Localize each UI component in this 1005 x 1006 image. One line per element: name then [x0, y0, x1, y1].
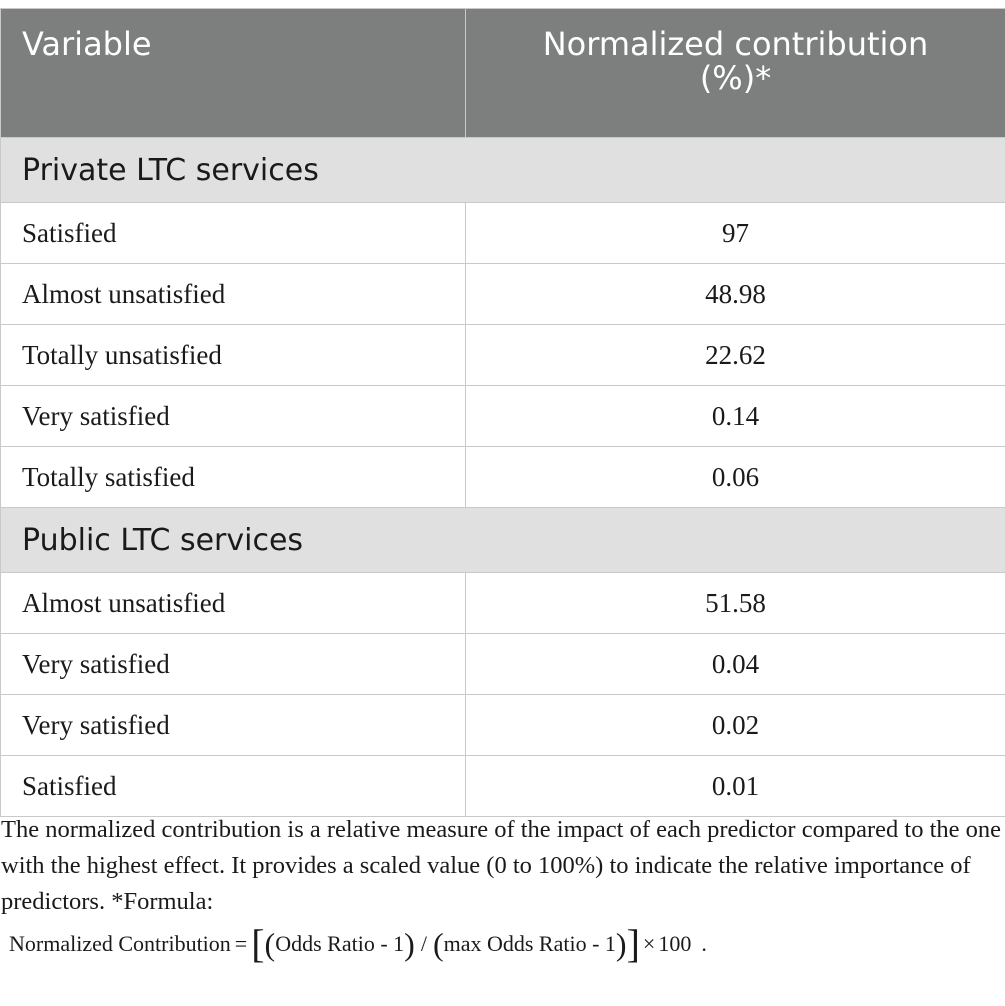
row-value: 0.02 — [466, 695, 1005, 756]
header-contribution — [466, 9, 1005, 138]
row-value: 0.01 — [466, 756, 1005, 817]
group-header-public — [1, 508, 1005, 573]
row-value: 97 — [466, 203, 1005, 264]
table-row — [1, 264, 1005, 325]
formula-open-bracket: [ — [251, 921, 265, 966]
row-value: 0.06 — [466, 447, 1005, 508]
row-label: Very satisfied — [1, 695, 466, 756]
table-row — [1, 573, 1005, 634]
group-title: Private LTC services — [1, 138, 1005, 203]
formula-close-paren-2: ) — [615, 926, 627, 962]
formula-slash: / — [420, 931, 427, 956]
row-label: Satisfied — [1, 203, 466, 264]
formula-numerator: Odds Ratio - 1 — [275, 931, 405, 956]
row-label: Totally satisfied — [1, 447, 466, 508]
contribution-table — [0, 8, 1005, 817]
header-contribution-line2: (%)* — [699, 59, 772, 97]
table-row — [1, 325, 1005, 386]
formula — [9, 921, 707, 966]
table-row — [1, 386, 1005, 447]
header-contribution-line1: Normalized contribution — [542, 25, 929, 63]
formula-equals: = — [234, 931, 248, 956]
formula-period: . — [701, 931, 707, 956]
table-row — [1, 695, 1005, 756]
row-label: Almost unsatisfied — [1, 573, 466, 634]
header-variable: Variable — [1, 9, 466, 138]
formula-lhs: Normalized Contribution — [9, 931, 231, 956]
group-header-private — [1, 138, 1005, 203]
formula-denominator: max Odds Ratio - 1 — [443, 931, 616, 956]
row-value: 0.14 — [466, 386, 1005, 447]
row-value: 0.04 — [466, 634, 1005, 695]
row-label: Very satisfied — [1, 634, 466, 695]
table-row — [1, 203, 1005, 264]
row-label: Very satisfied — [1, 386, 466, 447]
table-row — [1, 756, 1005, 817]
formula-open-paren: ( — [264, 926, 276, 962]
table-footnote: The normalized contribution is a relative measure of the impact of each predictor compared to the one with the highest effect. It provides a scaled value (0 to 100%) to indicate the relative importance of predictors. *Formula: — [1, 816, 1002, 915]
row-value: 48.98 — [466, 264, 1005, 325]
formula-close-bracket: ] — [626, 921, 640, 966]
row-label: Almost unsatisfied — [1, 264, 466, 325]
row-label: Totally unsatisfied — [1, 325, 466, 386]
formula-close-paren: ) — [404, 926, 415, 962]
formula-multiplier: 100 — [658, 931, 692, 956]
table-row — [1, 634, 1005, 695]
formula-times: × — [642, 931, 656, 956]
row-label: Satisfied — [1, 756, 466, 817]
table-row — [1, 447, 1005, 508]
formula-open-paren-2: ( — [432, 926, 444, 962]
row-value: 22.62 — [466, 325, 1005, 386]
table-header-row — [1, 9, 1005, 138]
group-title: Public LTC services — [1, 508, 1005, 573]
row-value: 51.58 — [466, 573, 1005, 634]
